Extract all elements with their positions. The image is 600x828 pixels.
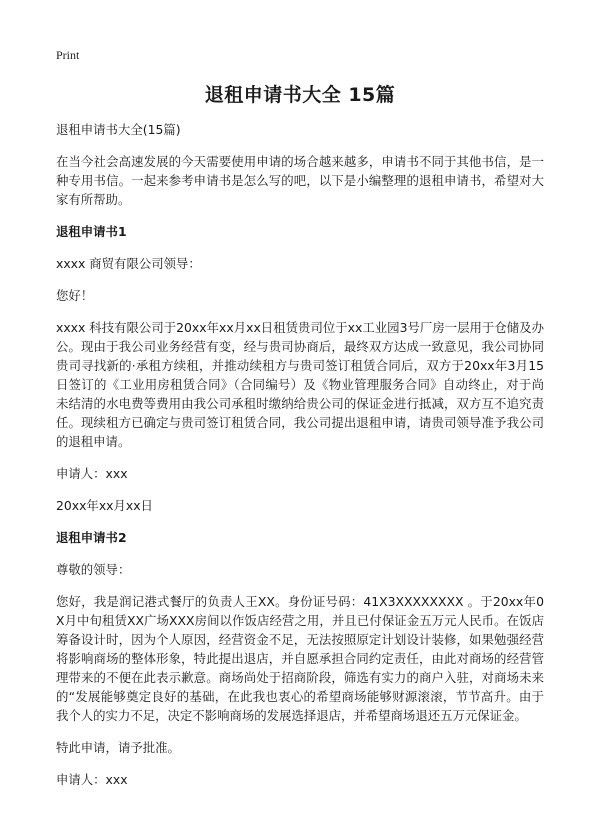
letter2-applicant: 申请人：xxx	[56, 772, 128, 787]
letter2-heading: 退租申请书2	[56, 530, 127, 545]
letter2-recipient: 尊敬的领导：	[56, 562, 131, 577]
letter2-closing: 特此申请，请予批准。	[56, 740, 180, 755]
letter1-applicant: 申请人：xxx	[56, 466, 128, 481]
letter1-body: xxxx 科技有限公司于20xx年xx月xx日租赁贵司位于xx工业园3号厂房一层用于仓储及办公。现由于我公司业务经营有变，经与贵司协商后，最终双方达成一致意见，我公司协同贵司寻找新的·承租方续租，并推动续租方与贵司签订租赁合同后，双方于20xx年3月15日签订的《工业用房租赁合同》（合同编号）及《物业管理服务合同》自动终止，对于尚未结清的水电费等费用由我公司承租时缴纳给贵公司的保证金进行抵减，双方互不追究责任。现续租方已确定与贵司签订租赁合同，我公司提出退租申请，请贵司领导准予我公司的退租申请。	[56, 320, 544, 449]
letter1-date: 20xx年xx月xx日	[56, 498, 153, 513]
document-body	[56, 120, 544, 801]
letter2-body: 您好，我是润记港式餐厅的负责人王XX。身份证号码：41X3XXXXXXXX 。于20xx年0X月中旬租赁XX广场XXX房间以作饭店经营之用，并且已付保证金五万元人民币。在饭店筹备设计时，因为个人原因，经营资金不足，无法按照原定计划设计装修，如果勉强经营将影响商场的整体形象，特此提出退店，并自愿承担合同约定责任，由此对商场的经营管理带来的不便在此表示歉意。商场尚处于招商阶段，筛选有实力的商户入驻，对商场未来的“发展能够奠定良好的基础，在此我也衷心的希望商场能够财源滚滚，节节高升。由于我个人的实力不足，决定不影响商场的发展选择退店，并希望商场退还五万元保证金。	[56, 594, 544, 723]
intro-subtitle: 退租申请书大全(15篇)	[56, 122, 181, 137]
page-title: 退租申请书大全 15篇	[204, 84, 396, 106]
letter1-greeting: 您好！	[56, 288, 94, 303]
letter1-recipient: xxxx 商贸有限公司领导：	[56, 256, 201, 271]
print-label: Print	[56, 48, 80, 62]
intro-paragraph: 在当今社会高速发展的今天需要使用申请的场合越来越多，申请书不同于其他书信，是一种专用书信。一起来参考申请书是怎么写的吧，以下是小编整理的退租申请书，希望对大家有所帮助。	[56, 154, 544, 207]
letter1-heading: 退租申请书1	[56, 224, 127, 239]
